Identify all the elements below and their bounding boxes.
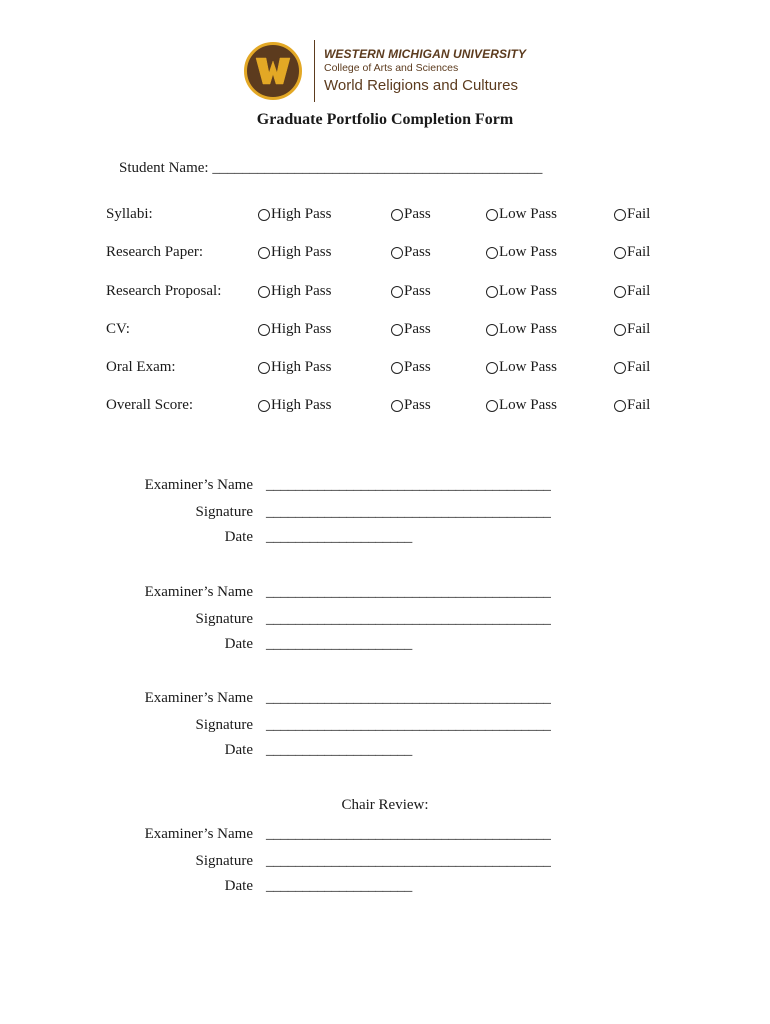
radio-button[interactable] [486,324,498,336]
chair-date-label-row [0,878,770,900]
student-name-field[interactable]: Student Name: ____________________________________________ [119,160,543,176]
radio-button[interactable] [391,400,403,412]
pass-option[interactable] [391,397,431,414]
low-pass-label: Low Pass [499,206,557,222]
signature-field[interactable]: _______________________________________ [266,717,551,733]
radio-button[interactable] [258,247,270,259]
radio-button[interactable] [391,209,403,221]
low-pass-label: Low Pass [499,283,557,299]
fail-label: Fail [627,244,651,260]
radio-button[interactable] [614,324,626,336]
chair-date-label: Date [224,878,253,894]
chair-signature-label-row [0,853,770,875]
radio-button[interactable] [258,209,270,221]
radio-button[interactable] [614,400,626,412]
date-field[interactable]: ____________________ [266,636,413,652]
logo-wordmark [324,48,526,94]
date-label-row [0,529,770,551]
pass-label: Pass [404,206,431,222]
radio-button[interactable] [486,247,498,259]
table-row [0,244,770,266]
low-pass-option[interactable] [486,321,557,338]
chair-name-label-row [0,826,770,848]
radio-button[interactable] [258,286,270,298]
chair-signature-field[interactable]: _______________________________________ [266,853,551,869]
radio-button[interactable] [486,209,498,221]
date-label: Date [224,742,253,758]
signature-field[interactable]: _______________________________________ [266,611,551,627]
pass-option[interactable] [391,206,431,223]
university-name: WESTERN MICHIGAN UNIVERSITY [324,46,527,61]
chair-date-field[interactable]: ____________________ [266,878,413,894]
fail-label: Fail [627,359,651,375]
high-pass-option[interactable] [258,321,331,338]
table-row [0,321,770,343]
radio-button[interactable] [391,247,403,259]
signature-label: Signature [195,717,253,733]
radio-button[interactable] [258,362,270,374]
chair-review-title: Chair Review: [341,797,429,813]
signature-label: Signature [195,611,253,627]
pass-option[interactable] [391,321,431,338]
signature-label-row [0,611,770,633]
examiner-name-label: Examiner’s Name [144,477,253,493]
logo-divider [314,40,315,102]
radio-button[interactable] [391,324,403,336]
pass-label: Pass [404,397,431,413]
low-pass-label: Low Pass [499,244,557,260]
pass-label: Pass [404,244,431,260]
low-pass-option[interactable] [486,359,557,376]
criterion-label: Oral Exam: [106,359,176,375]
signature-label-row [0,504,770,526]
fail-option[interactable] [614,244,650,261]
signature-field[interactable]: _______________________________________ [266,504,551,520]
criterion-label: Research Paper: [106,244,204,260]
examiner-name-label: Examiner’s Name [144,584,253,600]
wmu-w-logo-icon [244,42,302,100]
pass-option[interactable] [391,244,431,261]
fail-label: Fail [627,283,651,299]
high-pass-option[interactable] [258,283,331,300]
fail-label: Fail [627,206,651,222]
high-pass-option[interactable] [258,359,331,376]
radio-button[interactable] [258,400,270,412]
radio-button[interactable] [486,286,498,298]
date-field[interactable]: ____________________ [266,529,413,545]
pass-label: Pass [404,359,431,375]
date-label: Date [224,529,253,545]
header [244,38,526,104]
radio-button[interactable] [391,362,403,374]
pass-label: Pass [404,283,431,299]
college-name: College of Arts and Sciences [324,62,459,75]
high-pass-label: High Pass [271,321,332,337]
criterion-label: Syllabi: [106,206,153,222]
chair-name-field[interactable]: _______________________________________ [266,826,551,842]
low-pass-label: Low Pass [499,321,557,337]
high-pass-label: High Pass [271,359,332,375]
examiner-name-field[interactable]: _______________________________________ [266,690,551,706]
department-name: World Religions and Cultures [324,76,518,94]
fail-option[interactable] [614,359,650,376]
high-pass-label: High Pass [271,244,332,260]
criterion-label: CV: [106,321,130,337]
pass-option[interactable] [391,283,431,300]
criterion-label: Overall Score: [106,397,194,413]
examiner-name-label-row [0,690,770,712]
radio-button[interactable] [486,362,498,374]
table-row [0,283,770,305]
radio-button[interactable] [614,209,626,221]
signature-label-row [0,717,770,739]
radio-button[interactable] [391,286,403,298]
low-pass-option[interactable] [486,283,557,300]
radio-button[interactable] [614,247,626,259]
pass-label: Pass [404,321,431,337]
low-pass-label: Low Pass [499,397,557,413]
criterion-label: Research Proposal: [106,283,222,299]
high-pass-option[interactable] [258,206,331,223]
page-title: Graduate Portfolio Completion Form [256,111,514,128]
low-pass-option[interactable] [486,397,557,414]
date-label-row [0,742,770,764]
high-pass-label: High Pass [271,283,332,299]
radio-button[interactable] [614,362,626,374]
fail-option[interactable] [614,397,650,414]
chair-name-label: Examiner’s Name [144,826,253,842]
examiner-name-label: Examiner’s Name [144,690,253,706]
radio-button[interactable] [614,286,626,298]
table-row [0,359,770,381]
low-pass-label: Low Pass [499,359,557,375]
low-pass-option[interactable] [486,244,557,261]
high-pass-label: High Pass [271,206,332,222]
examiner-name-label-row [0,584,770,606]
fail-label: Fail [627,321,651,337]
chair-signature-label: Signature [195,853,253,869]
date-label-row [0,636,770,658]
high-pass-option[interactable] [258,244,331,261]
date-field[interactable]: ____________________ [266,742,413,758]
pass-option[interactable] [391,359,431,376]
signature-label: Signature [195,504,253,520]
date-label: Date [224,636,253,652]
table-row [0,206,770,228]
high-pass-label: High Pass [271,397,332,413]
high-pass-option[interactable] [258,397,331,414]
fail-label: Fail [627,397,651,413]
fail-option[interactable] [614,206,650,223]
radio-button[interactable] [258,324,270,336]
low-pass-option[interactable] [486,206,557,223]
fail-option[interactable] [614,321,650,338]
radio-button[interactable] [486,400,498,412]
fail-option[interactable] [614,283,650,300]
examiner-name-label-row [0,477,770,499]
examiner-name-field[interactable]: _______________________________________ [266,477,551,493]
examiner-name-field[interactable]: _______________________________________ [266,584,551,600]
table-row [0,397,770,419]
